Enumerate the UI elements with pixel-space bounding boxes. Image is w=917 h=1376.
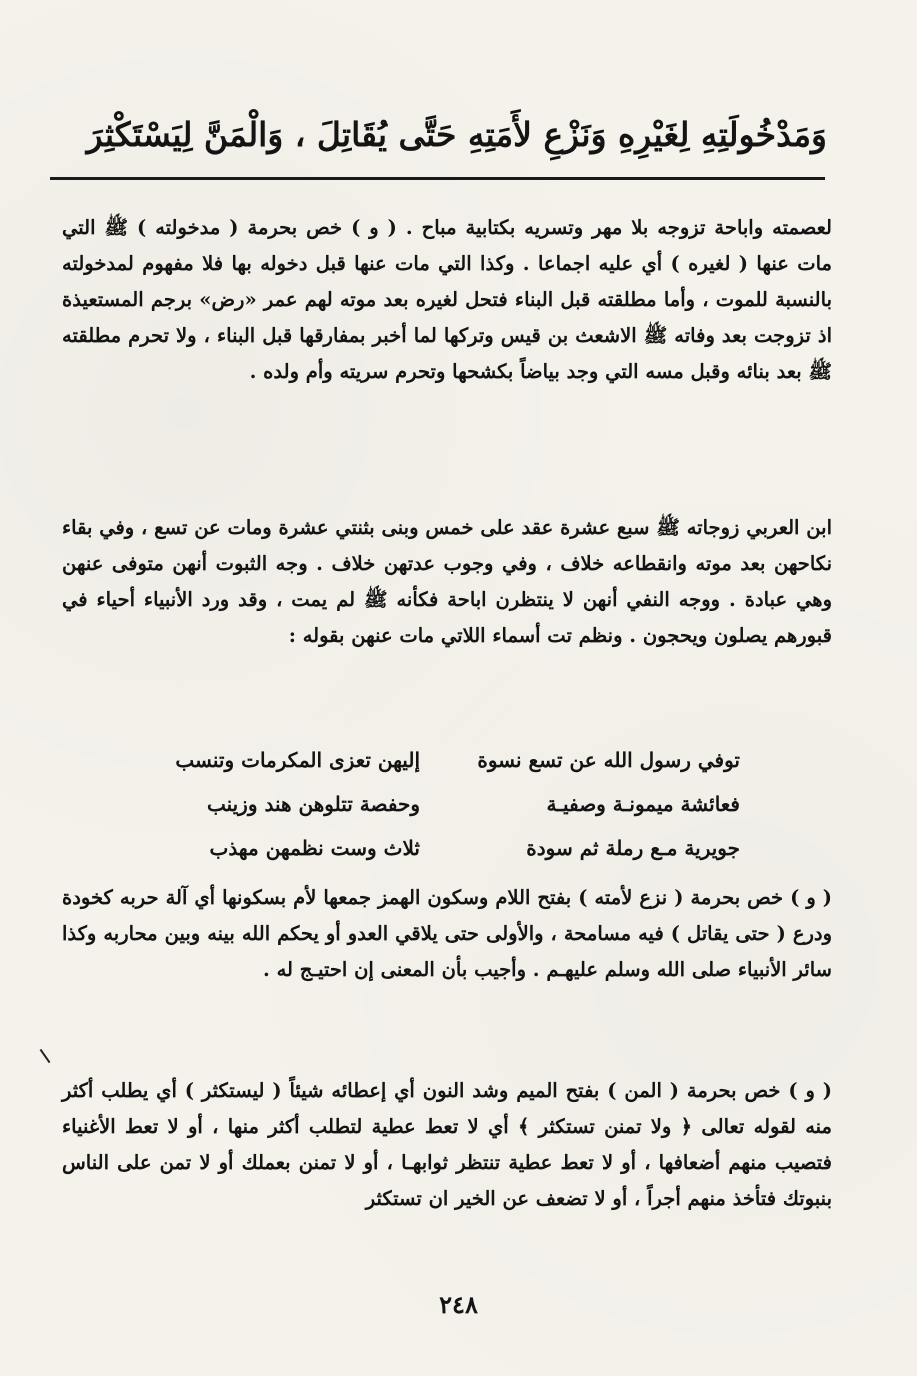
- poem: [150, 738, 740, 870]
- poem-line: [150, 826, 740, 870]
- poem-second-hemistich: وحفصة تتلوهن هند وزينب: [206, 792, 420, 816]
- poem-second-hemistich: ثلاث وست نظمهن مهذب: [209, 836, 420, 860]
- paragraph-3: ( و ) خص بحرمة ( نزع لأمته ) بفتح اللام وسكون الهمز جمعها لأم بسكونها أي آلة حربه كخودة ودرع ( حتى يقاتل ) فيه مسامحة ، والأولى حتى يلاقي العدو أو يحكم الله بينه وبين محاربه وكذا سائر الأنبياء صلى الله وسلم عليهـم . وأجيب بأن المعنى إن احتيـج له .: [62, 886, 832, 981]
- page-number: ٢٤٨: [439, 1290, 478, 1319]
- poem-second-hemistich: إليهن تعزى المكرمات وتنسب: [175, 748, 420, 772]
- poem-line: [150, 738, 740, 782]
- poem-first-hemistich: جويرية مـع رملة ثم سودة: [526, 836, 740, 860]
- running-head: وَمَدْخُولَتِهِ لِغَيْرِهِ وَنَزْعِ لأَمَتِهِ حَتَّى يُقَاتِلَ ، وَالْمَنَّ لِيَسْتَكْثِرَ: [86, 115, 827, 154]
- paragraph-2: ابن العربي زوجاته ﷺ سبع عشرة عقد على خمس وبنى بثنتي عشرة ومات عن تسع ، وفي بقاء نكاحهن بعد موته وانقطاعه خلاف ، وفي وجوب عدتهن خلاف . وجه الثبوت أنهن متوفى عنهن وهي عبادة . ووجه النفي أنهن لا ينتظرن اباحة فكأنه ﷺ لم يمت ، وقد ورد الأنبياء أحياء في قبورهم يصلون ويحجون . ونظم تت أسماء اللاتي مات عنهن بقوله :: [62, 516, 832, 647]
- header-rule: [50, 177, 825, 180]
- poem-line: [150, 782, 740, 826]
- poem-first-hemistich: فعائشة ميمونـة وصفيـة: [546, 792, 740, 816]
- scan-mark: [40, 1049, 51, 1063]
- paragraph-4: ( و ) خص بحرمة ( المن ) بفتح الميم وشد النون أي إعطائه شيئاً ( ليستكثر ) أي يطلب أكثر منه لقوله تعالى ﴿ ولا تمنن تستكثر ﴾ أي لا تعط عطية لتطلب أكثر منها ، أو لا تعط الأغنياء فتصيب منهم أضعافها ، أو لا تعط عطية تنتظر ثوابهـا ، أو لا تمنن بعملك أو لا تمن على الناس بنبوتك فتأخذ منهم أجراً ، أو لا تضعف عن الخير ان تستكثر: [62, 1079, 832, 1210]
- poem-first-hemistich: توفي رسول الله عن تسع نسوة: [477, 748, 740, 772]
- paragraph-1: لعصمته واباحة تزوجه بلا مهر وتسريه بكتابية مباح . ( و ) خص بحرمة ( مدخولته ) ﷺ التي مات عنها ( لغيره ) أي عليه اجماعا . وكذا التي مات عنها قبل دخوله بها فلا مفهوم لمدخولته بالنسبة للموت ، وأما مطلقته قبل البناء فتحل لغيره بعد موته لهم عمر «رض» برجم المستعيذة اذ تزوجت بعد وفاته ﷺ الاشعث بن قيس وتركها لما أخبر بمفارقها قبل البناء ، ولا تحرم مطلقته ﷺ بعد بنائه وقبل مسه التي وجد بياضاً بكشحها وتحرم سريته وأم ولده .: [62, 216, 832, 383]
